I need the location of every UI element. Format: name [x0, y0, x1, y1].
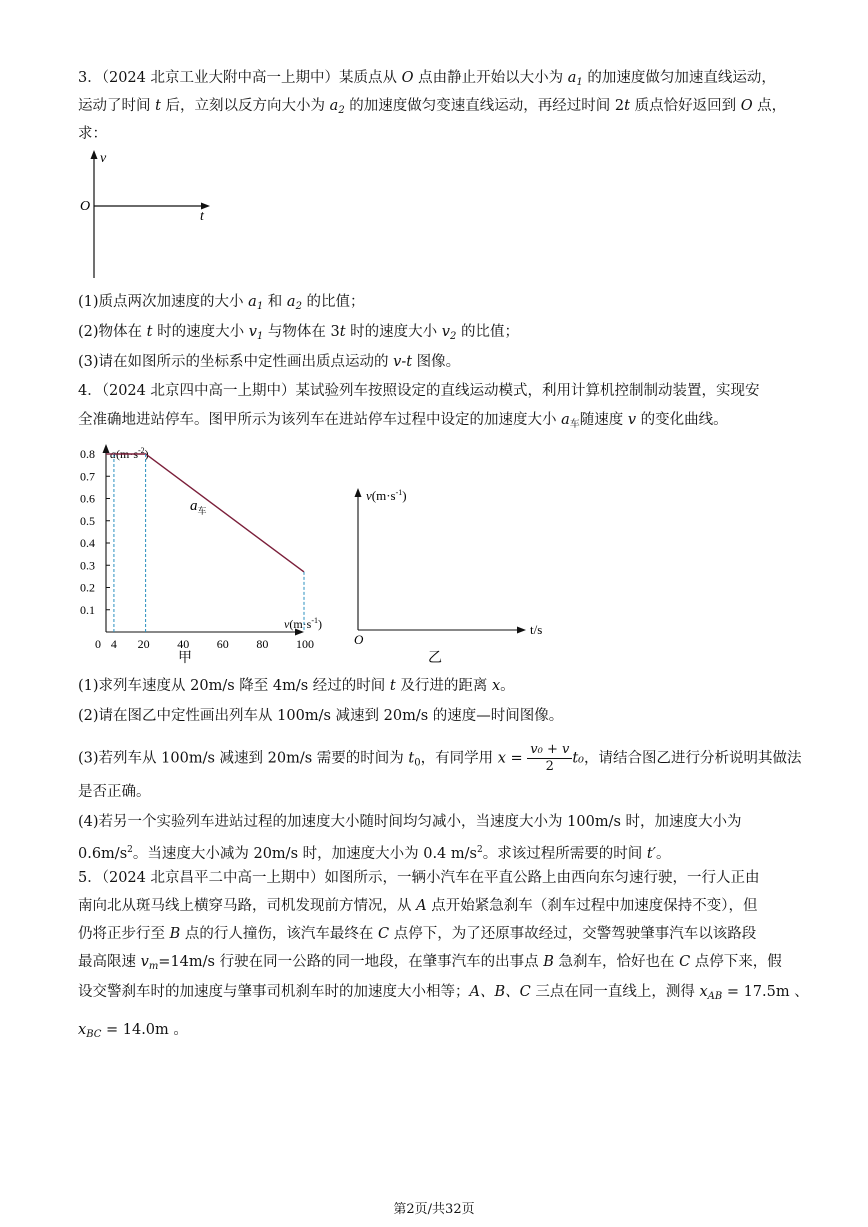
q4-line-2: 全准确地进站停车。图甲所示为该列车在进站停车过程中设定的加速度大小 $a_车$随速度 v 的变化曲线。: [78, 412, 728, 430]
fraction: $\frac{\text{v₀ + v}}{2}$: [527, 742, 572, 775]
q4-part-4-line-1: (4)若另一个实验列车进站过程的加速度大小随时间均匀减小，当速度大小为 100m/s 时，加速度大小为: [78, 814, 742, 830]
jia-xlabel: $v(m\cdot s^{-1})$: [284, 616, 322, 631]
jia-ytick-label: 0.7: [80, 469, 95, 484]
yi-origin: O: [354, 632, 364, 647]
q4-part-2: (2)请在图乙中定性画出列车从 100m/s 减速到 20m/s 的速度—时间图像。: [78, 708, 564, 724]
q3-part-2: (2)物体在 t 时的速度大小 $v_1$ 与物体在 3t 时的速度大小 $v_2$ 的比值；: [78, 324, 519, 342]
q3-vt-axes: [78, 148, 228, 283]
q4-part-4-line-2: $0.6m/s^2$。当速度大小减为 20m/s 时，加速度大小为 0.4 $m/s^2$。求该过程所需要的时间 t′。: [78, 845, 671, 862]
yi-ylabel: $v(m\cdot s^{-1})$: [366, 488, 407, 503]
jia-xtick-label: 60: [216, 637, 229, 651]
page-footer: 第2页/共32页: [393, 1202, 475, 1217]
q4-part-3: (3)若列车从 100m/s 减速到 20m/s 需要的时间为 $t_0$，有同学用 x = $\frac{\text{v₀ + v}}{2}$ t₀，请结合图乙进行分析说明其做法: [78, 742, 802, 774]
jia-curve-label: $a_车$: [190, 498, 207, 516]
jia-ytick-label: 0.3: [80, 558, 95, 573]
jia-series-line: [114, 454, 304, 572]
jia-ylabel: $a(m\cdot s^{-2})$: [110, 446, 149, 461]
jia-xtick-label: 40: [177, 637, 190, 651]
yi-x-arrow: [517, 627, 526, 634]
q5-line-2: 南向北从斑马线上横穿马路，司机发现前方情况，从 A 点开始紧急刹车（刹车过程中加速度保持不变），但: [78, 898, 758, 914]
jia-ytick-label: 0.1: [80, 602, 95, 617]
q5-line-5: 设交警刹车时的加速度与肇事司机刹车时的加速度大小相等；A、B、C 三点在同一直线上，测得 $x_{AB} = 17.5m$ 、: [78, 984, 809, 1002]
q3-y-arrow: [91, 150, 98, 159]
q4-part-3-line-2: 是否正确。: [78, 784, 151, 800]
jia-y-arrow: [103, 444, 110, 453]
figure-yi-v-t-axes: [350, 478, 560, 670]
q5-line-6: $x_{BC} = 14.0m$ 。: [78, 1022, 188, 1040]
jia-xtick-label: 100: [296, 637, 314, 651]
q5-line-1: 5．（2024 北京昌平二中高一上期中）如图所示，一辆小汽车在平直公路上由西向东匀速行驶，一行人正由: [78, 870, 760, 886]
yi-xlabel: t/s: [530, 622, 543, 637]
q3-part-1: (1)质点两次加速度的大小 $a_1$ 和 $a_2$ 的比值；: [78, 294, 365, 312]
figure-jia-a-v-chart: [78, 438, 348, 670]
q3-line-3: 求：: [78, 126, 107, 142]
fig-jia-caption: 甲: [178, 651, 192, 666]
yi-y-arrow: [355, 488, 362, 497]
jia-xtick-label: 4: [110, 637, 117, 651]
q3-axis-v-label: v: [100, 151, 107, 166]
q4-line-1: 4．（2024 北京四中高一上期中）某试验列车按照设定的直线运动模式，利用计算机控制制动装置，实现安: [78, 383, 760, 399]
q4-part-1: (1)求列车速度从 20m/s 降至 4m/s 经过的时间 t 及行进的距离 x。: [78, 678, 515, 694]
jia-xtick-label: 0: [95, 637, 101, 651]
jia-ytick-label: 0.8: [80, 447, 95, 461]
q3-part-3: (3)请在如图所示的坐标系中定性画出质点运动的 v-t 图像。: [78, 354, 461, 370]
jia-ytick-label: 0.2: [80, 580, 95, 595]
jia-xtick-label: 80: [256, 637, 269, 651]
jia-ytick-label: 0.4: [80, 536, 95, 550]
fig-yi-caption: 乙: [428, 651, 442, 666]
jia-ytick-label: 0.5: [80, 513, 95, 528]
q3-line-2: 运动了时间 t 后，立刻以反方向大小为 $a_2$ 的加速度做匀变速直线运动，再经过时间 2t 质点恰好返回到 O 点，: [78, 98, 787, 116]
jia-xtick-label: 20: [137, 637, 150, 651]
q5-line-3: 仍将正步行至 B 点的行人撞伤，该汽车最终在 C 点停下，为了还原事故经过，交警驾驶肇事汽车以该路段: [78, 926, 757, 942]
jia-ytick-label: 0.6: [80, 491, 95, 506]
q3-line-1: 3．（2024 北京工业大附中高一上期中）某质点从 O 点由静止开始以大小为 $a_1$ 的加速度做匀加速直线运动，: [78, 70, 776, 88]
q3-axis-t-label: t: [200, 209, 204, 224]
q3-origin-label: O: [80, 199, 91, 214]
q5-line-4: 最高限速 $v_m=14m/s$ 行驶在同一公路的同一地段，在肇事汽车的出事点 B 急刹车，恰好也在 C 点停下来，假: [78, 954, 782, 972]
